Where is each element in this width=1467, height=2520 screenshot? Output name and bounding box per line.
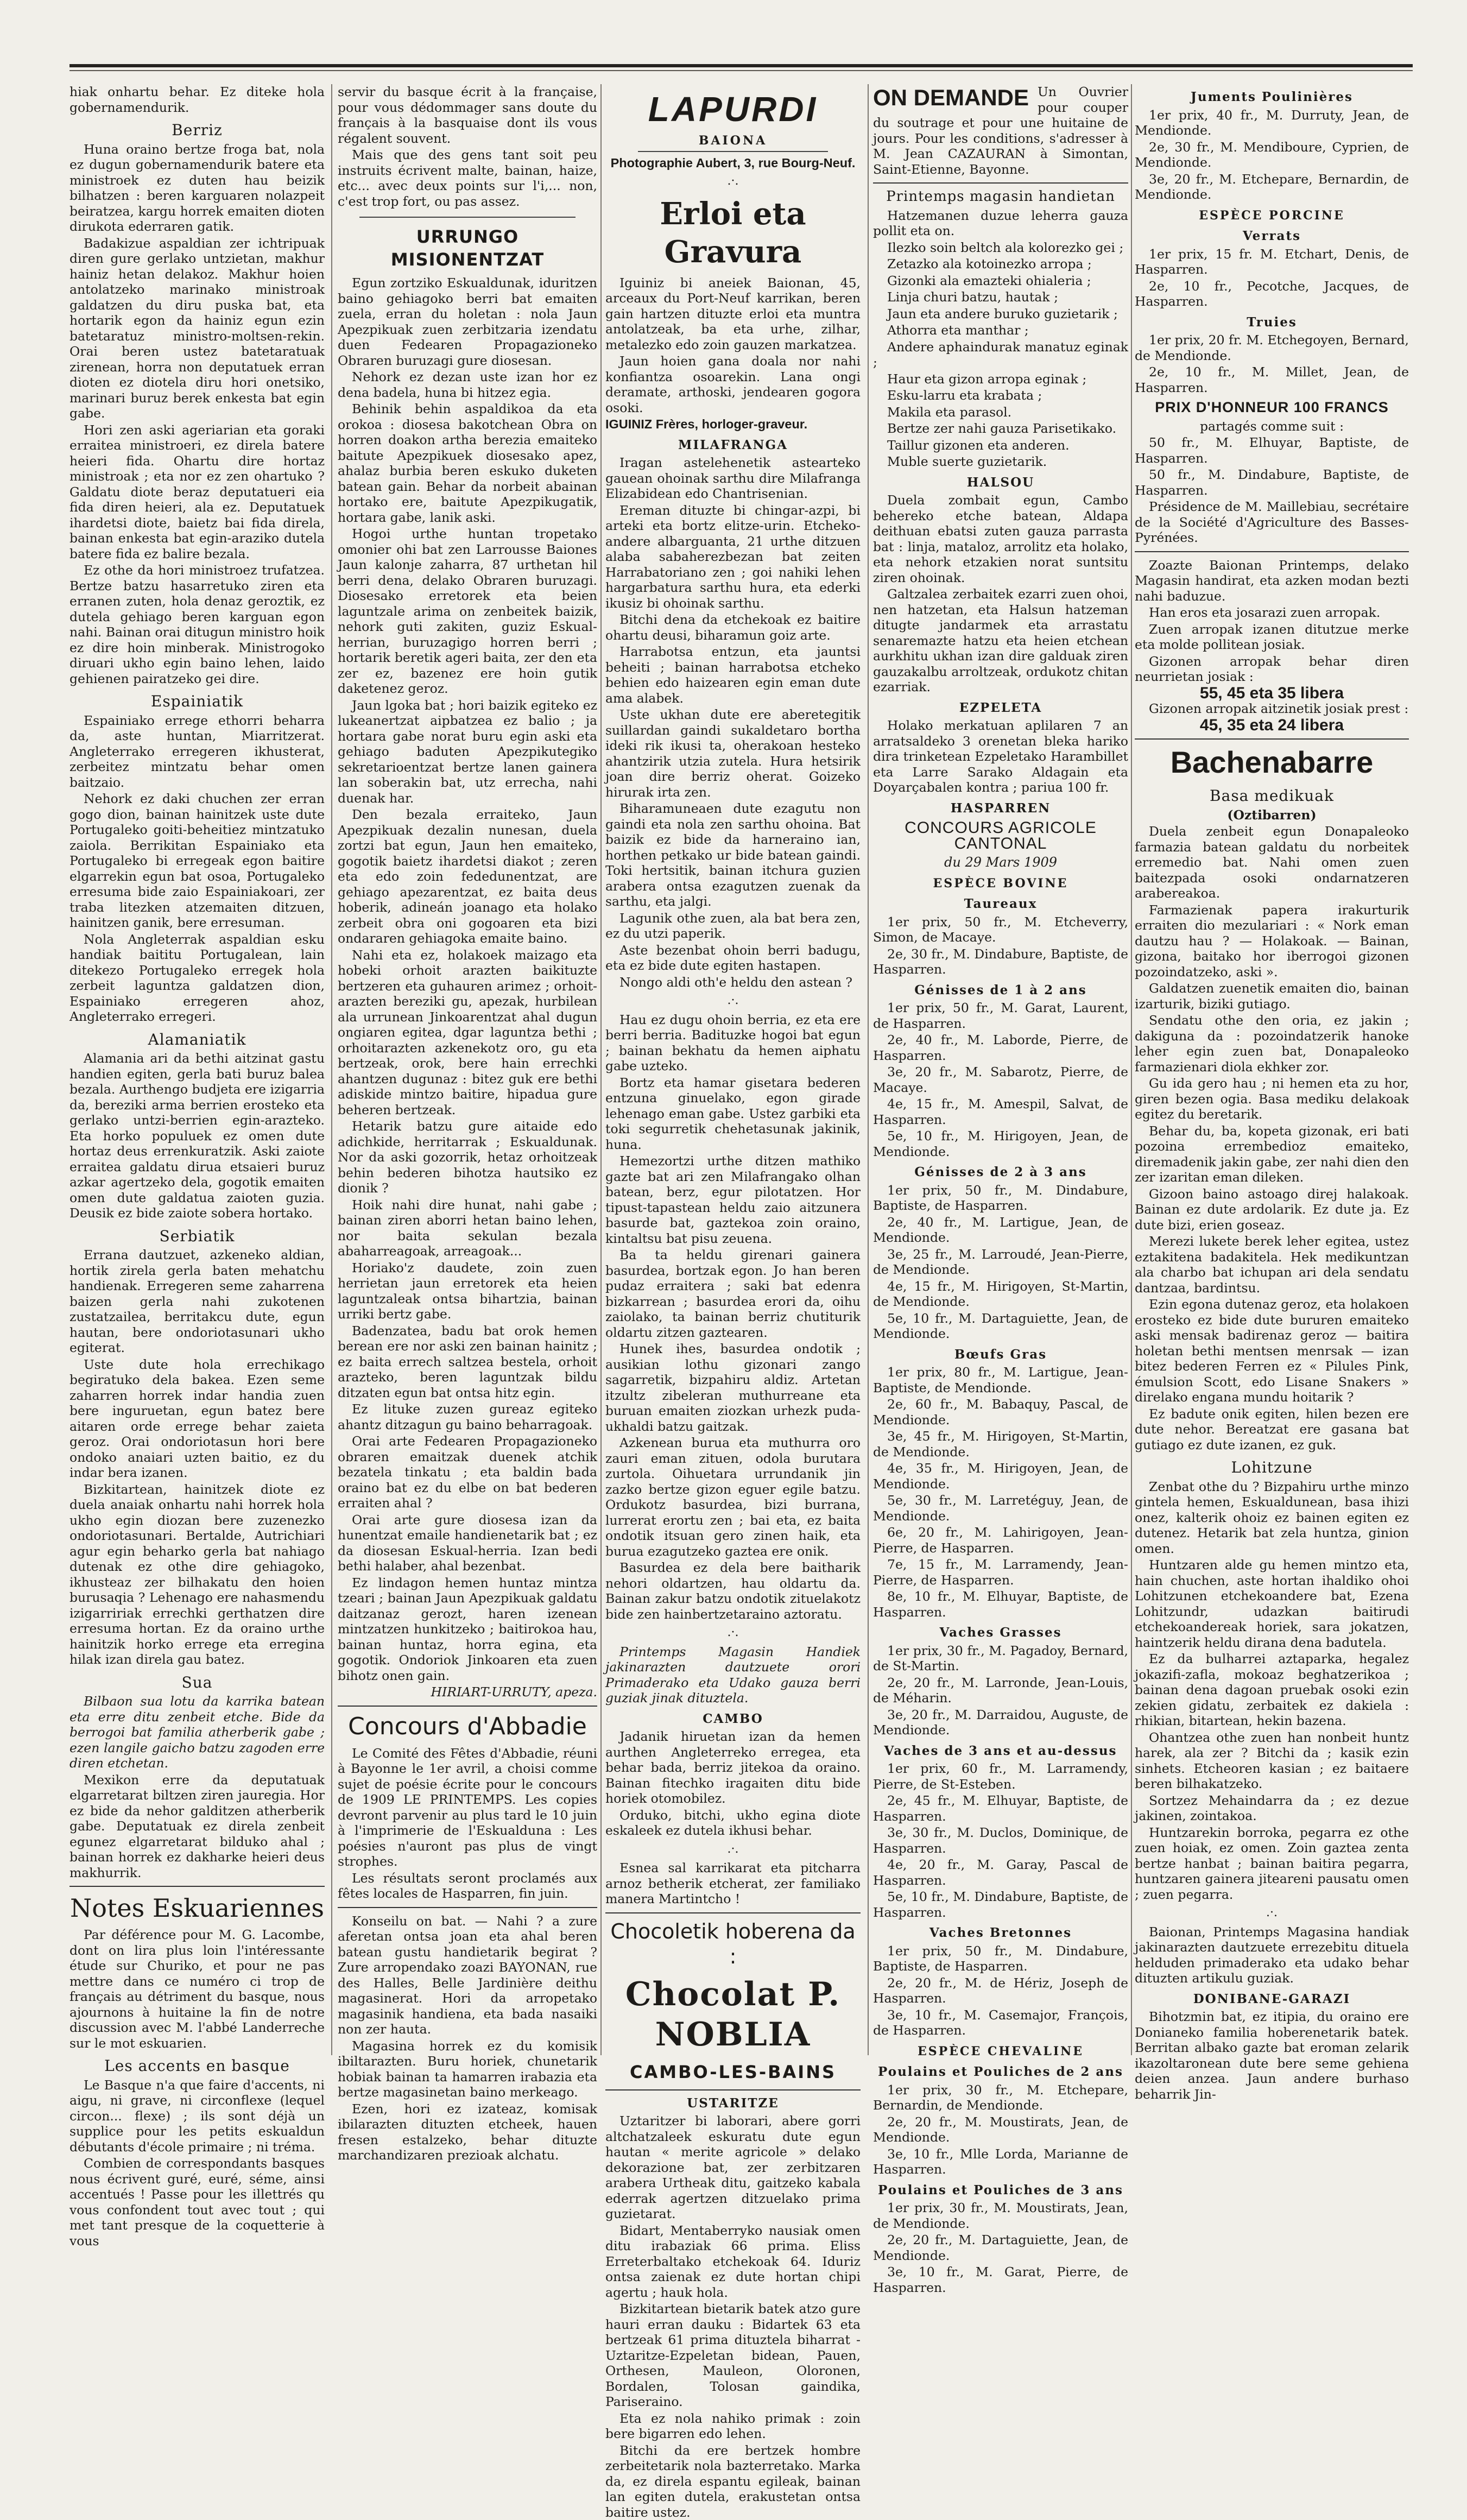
prize-entry: 4e, 20 fr., M. Garay, Pascal de Hasparren. [873, 1857, 1128, 1888]
article-text: Behinik behin aspaldikoa da eta orokoa : diosesa bakotchean Obra on horren doakon artha berezia emaiteko baitute Apezpikuek diosesako apez, ahalaz burbia beren eskuko duketen batean gain. Behar da norbeit abainan hortako ere, baitute Apezpikugatik, hortara gabe, lanik aski. [338, 401, 597, 525]
column-5 [1135, 84, 1409, 2055]
advert-text: Ilezko soin beltch ala kolorezko gei ; [873, 240, 1128, 256]
article-text: Basurdea ez dela bere baitharik nehori oldartzen, hau oldartu da. Bainan zakur batzu ondotik zituelakotz bide zen hainbertzetaraino aztoratu. [605, 1560, 861, 1622]
top-rule [69, 64, 1413, 67]
article-text: Bihotzmin bat, ez itipia, du oraino ere Donianeko familia hoberenetarik batek. Berritan albako gazte bat eroman zelarik ikazoltaronean dute bere seme gehiena deien anzea. Jaun andere burhaso beharrik Jin- [1135, 2009, 1409, 2102]
column-divider [600, 84, 602, 2055]
article-text: Par déférence pour M. G. Lacombe, dont on lira plus loin l'intéressante étude sur Churiko, et pour ne pas mettre dans ce numéro ci trop de français au détriment du basque, nous ajournons à huitaine la fin de notre discussion avec M. l'abbé Landerreche sur le mot eskuarien. [69, 1927, 325, 2051]
article-text: Orai arte gure diosesa izan da hunentzat emaile handienetarik bat ; ez da diosesan Eskual-herria. Izan bedi bethi halaber, ahal bezenbat. [338, 1512, 597, 1574]
category-heading: ESPÈCE BOVINE [873, 876, 1128, 892]
prize-entry: 1er prix, 15 fr. M. Etchart, Denis, de Hasparren. [1135, 247, 1409, 277]
prize-entry: 5e, 10 fr., M. Hirigoyen, Jean, de Mendionde. [873, 1128, 1128, 1159]
prize-entry: 3e, 20 fr., M. Etchepare, Bernardin, de Mendionde. [1135, 172, 1409, 203]
article-text: Bitchi dena da etchekoak ez baitire ohartu deusi, biharamun goiz arte. [605, 612, 861, 643]
advert-text: Jaun hoien gana doala nor nahi konfiantza osoarekin. Lana ongi deramate, arthoski, jendearen gogora osoki. [605, 353, 861, 415]
article-text: servir du basque écrit à la française, pour vous dédommager sans doute du français à la basquaise dont ils vous régalent souvent. [338, 84, 597, 146]
printemps-item: Taillur gizonen eta anderen. [873, 438, 1128, 453]
article-text: Le Comité des Fêtes d'Abbadie, réuni à Bayonne le 1er avril, a choisi comme sujet de poésie écrite pour le concours de 1909 LE PRINTEMPS. Les copies devront parvenir au plus tard le 10 juin à l'imprimerie de l'Eskualduna : Les poésies n'auront pas plus de vingt strophes. [338, 1746, 597, 1870]
article-text: Nahi eta ez, holakoek maizago eta hobeki orhoit arazten baikituzte bertzeren eta guhauren arimez ; orhoit-arazten bereziki gu, apezak, hurbilean ala urrunean Jinkoarentzat ahal dugun ongiaren egitea, dgar laguntza bethi ; orhoitarazten azkenekotz oro, gu eta bertzeak, orok, bere hain errechki ahantzen dugunaz : bitez guk ere bethi adiskide mintzo baitire, hipadua gure beheren bertzeak. [338, 948, 597, 1118]
advert-text: Iguiniz bi aneiek Baionan, 45, arceaux du Port-Neuf karrikan, beren gain hartzen dituzte erloi eta muntra antolatzeak, ba eta urhe, zilhar, metalezko edo zoin gauzen markatzea. [605, 275, 861, 353]
subcategory-heading: Vaches de 3 ans et au-dessus [873, 1744, 1128, 1759]
prize-entry: 6e, 20 fr., M. Lahirigoyen, Jean-Pierre, de Hasparren. [873, 1525, 1128, 1556]
printemps-item: Bertze zer nahi gauza Parisetikako. [873, 421, 1128, 437]
printemps-item-list [873, 256, 1128, 470]
article-text: Hogoi urthe huntan tropetako omonier ohi bat zen Larrousse Baiones Jaun kalonje zaharra, 87 urthetan hil berri dena, delako Obraren buruzagi. Diosesako erretorek eta beien laguntzale arima on zenbeitek baizik, nehork guti zakiten, guziz Eskual-herrian, buruzagigo horren berri ; hortarik beretik ageri baita, zer den eta zer ez, bazenez ere hoin gutik daketenez geroz. [338, 526, 597, 697]
article-text: Ez lituke zuzen gureaz egiteko ahantz ditzagun gu baino beharragoak. [338, 1401, 597, 1432]
article-text: Ez da bulharrei aztaparka, hegalez jokazifi-zafla, mokoaz beghatzerikoa ; bainan dena dagoan pruebak osoki ezin zekien gidatu, zerbaitek ez dakiela : rhikian, bitartean, hekin bazena. [1135, 1651, 1409, 1729]
article-text: hiak onhartu behar. Ez diteke hola gobernamendurik. [69, 84, 325, 115]
printemps-item: Zetazko ala kotoinezko arropa ; [873, 256, 1128, 272]
article-text: Bilbaon sua lotu da karrika batean eta erre ditu zenbeit etche. Bide da berrogoi bat familia atherberik gabe ; ezen langile gaicho batzu zagoden erre diren etchetan. [69, 1694, 325, 1771]
section-heading: HASPARREN [873, 801, 1128, 817]
honneur-subheading: partagés comme suit : [1135, 419, 1409, 434]
subcategory-heading: Poulains et Pouliches de 3 ans [873, 2183, 1128, 2199]
prize-entry: 2e, 45 fr., M. Elhuyar, Baptiste, de Hasparren. [873, 1793, 1128, 1824]
article-text: Hoik nahi dire hunat, nahi gabe ; bainan ziren aborri hetan baino lehen, nor baita sekulan bezala abaharreagoak, arreagoak... [338, 1197, 597, 1259]
printemps-item: Athorra eta manthar ; [873, 323, 1128, 338]
article-text: Behar du, ba, kopeta gizonak, eri bati pozoina errembedioz emaiteko, diremadenik jakin gabe, zer nahi dien den zer izaritan eman dileken. [1135, 1123, 1409, 1185]
urrungo-heading: URRUNGO MISIONENTZAT [338, 225, 597, 271]
prize-entry: 1er prix, 30 fr., M. Pagadoy, Bernard, de St-Martin. [873, 1643, 1128, 1674]
section-heading: Berriz [69, 123, 325, 138]
article-text: Combien de correspondants basques nous écrivent guré, euré, séme, ainsi accentués ! Passe pour les illettrés qu vous confondent tout avec tout ; qui met tant presque de la coquetterie à vous [69, 2156, 325, 2249]
prize-entry: 1er prix, 80 fr., M. Lartigue, Jean-Baptiste, de Mendionde. [873, 1365, 1128, 1395]
advert-text: Zoazte Baionan Printemps, delako Magasin handirat, eta azken modan bezti nahi baduzue. [1135, 558, 1409, 604]
concours-heading: CONCOURS AGRICOLE CANTONAL [873, 820, 1128, 851]
signature: HIRIART-URRUTY, apeza. [338, 1684, 597, 1700]
article-text: Horiako'z daudete, zoin zuen herrietan jaun erretorek eta heien laguntzaleak ontsa bihartzia, bainan urriki bertz gabe. [338, 1260, 597, 1322]
prize-list [873, 1943, 1128, 2038]
article-text: Uztaritzer bi laborari, abere gorri altchatzaleek eskuratu dute egun hautan « merite agricole » delako dekorazione bat, zer zerbitzaren arabera Urtheak ditu, gaitzeko kabala ederrak agertzen ditzuelako prima guzietarat. [605, 2113, 861, 2222]
advert-text: Un Ouvrier pour couper du soutrage et pour une huitaine de jours. Pour les conditions, s'adresser à M. Jean CAZAURAN à Simontan, Saint-Etienne, Bayonne. [873, 84, 1128, 177]
printemps-item: Gizonki ala emazteki ohialeria ; [873, 273, 1128, 289]
article-text: Ez lindagon hemen huntaz mintza tzeari ; bainan Jaun Apezpikuak galdatu daitzanaz gerozt, haren izenean mintzatzen hunkitzeko ; baitirokoa hau, bainan huntaz, horra egina, eta gogotik. Ondoriok Jinkoaren eta zuen bihotz onen gain. [338, 1575, 597, 1684]
advert-text: Konseilu on bat. — Nahi ? a zure aferetan ontsa joan eta ahal beren batean gustu handietarik begirat ? Zure arropendako zoazi BAYONAN, rue des Halles, Belle Jardinière deithu magasinerat. Hori da arropetako magasinik handiena, eta bada nasaiki non zer hauta. [338, 1913, 597, 2037]
article-text: Printemps Magasin Handiek jakinarazten dautzuete orori Primaderako eta Udako gauza berri guziak jinak dituztela. [605, 1644, 861, 1706]
price-line: 55, 45 eta 35 libera [1135, 686, 1409, 702]
prize-entry: 4e, 15 fr., M. Hirigoyen, St-Martin, de Mendionde. [873, 1279, 1128, 1310]
article-text: Orduko, bitchi, ukho egina diote eskaleek ez dutela ikhusi behar. [605, 1808, 861, 1839]
section-subheading: (Oztibarren) [1135, 807, 1409, 823]
article-text: Mais que des gens tant soit peu instruits écrivent malte, bainan, haize, etc... avec deux points sur l'i,... non, c'est trop fort, ou pas assez. [338, 147, 597, 209]
prize-list [873, 914, 1128, 977]
chocolat-location: CAMBO-LES-BAINS [605, 2060, 861, 2084]
article-text: Badenzatea, badu bat orok hemen berean ere nor aski zen bainan hainitz ; ez baita errech saltzea bestela, orhoit arazteko, beren laguntzak bildu ditzaten egun bat ontsa hitz egin. [338, 1323, 597, 1401]
prize-entry: 5e, 10 fr., M. Dartaguiette, Jean, de Mendionde. [873, 1311, 1128, 1342]
article-text: Den bezala erraiteko, Jaun Apezpikuak dezalin nunesan, duela zortzi bat egun, Jaun hen emaiteko, gogotik baietz ihardetsi diakot ; zeren eta edo zoin fededunentzat, are gehiago apezarentzat, ez baita deus hoberik, adineán joanago eta holako zerbeit obra oni gogoaren eta bizi ondararen gehiagoka emaite baino. [338, 807, 597, 946]
article-text: Errana dautzuet, azkeneko aldian, hortik zirela gerla baten mehatchu handienak. Erregeren seme zaharrena baizen gerla nahi zukotenen zustatzailea, berritakcu dute, egun hautan, bere ondoriotasunari ukho egiterat. [69, 1247, 325, 1356]
article-text: Bizkitartean, hainitzek diote ez duela anaiak onhartu nahi horrek hola ukho egin diozan bere zuzenezko ondoriotasunari. Bertalde, Autrichiari agur egin beharko gerla bat nahiago dutenak ez othe dire gehiagoko, ikhusteaz zer bilhakatu den hoien burusaqia ? Lehenago ere nahasmendu izigarririak errechki gerthatzen dire erresuma hortan. Ez da oraino urthe hainitzik horko errege eta erregina hilak izan direla gau batez. [69, 1482, 325, 1668]
article-text: Hemezortzi urthe ditzen mathiko gazte bat ari zen Milafrangako olhan batean, berz, egur pilotatzen. Hor tipust-tapastean heldu zaio aitzunera basurde bat, gaztekoa zoin oraino, kintaltsu bat pisu zeuena. [605, 1153, 861, 1246]
article-text: Ereman dituzte bi chingar-azpi, bi arteki eta bortz elitze-urin. Etcheko-andere albarguanta, 21 urthe ditzuen alaba sabaherezbezan bat zeiten Harrabatoriano zen ; goi nahiki lehen hargarbatura sarthu hura, eta ederki ikusiz bi ohoinak sarthu. [605, 503, 861, 611]
column-divider [1131, 84, 1132, 2055]
printemps-heading: Printemps magasin handietan [873, 189, 1128, 205]
column-4 [873, 84, 1128, 2055]
prize-entry: 2e, 30 fr., M. Mendiboure, Cyprien, de Mendionde. [1135, 140, 1409, 170]
article-text: Bitchi da ere bertzek hombre zerbeitetarik nola bazterretako. Marka da, ez direla espantu egileak, bainan lan egiten dutela, erakustetan ontsa baitire ustez. [605, 2443, 861, 2520]
article-text: Jadanik hiruetan izan da hemen aurthen Angleterreko erregea, eta behar bada, berriz jitekoa da oraino. Bainan fitechko iragaiten ditu bide horiek otomobilez. [605, 1729, 861, 1807]
article-text: Farmazienak papera irakurturik erraiten dio mezulariari : « Nork eman dautzu hau ? — Holakoak. — Bainan, gizona, baitako hor iberrogoi gizonen pozoindatzeko, aski ». [1135, 902, 1409, 980]
article-text: Nehork ez dezan uste izan hor ez dena badela, huna bi hitzez egia. [338, 369, 597, 400]
prize-list [873, 1365, 1128, 1620]
advert-text: Hatzemanen duzue leherra gauza pollit eta on. [873, 208, 1128, 239]
prize-entry: 3e, 30 fr., M. Duclos, Dominique, de Hasparren. [873, 1825, 1128, 1856]
article-text: Huna oraino bertze froga bat, nola ez dugun gobernamendurik batere eta ministroek ez duten hau beizik bilhatzen : beren karguaren nolazpeit beiratzea, kargu horrek emaiten dioten dirukota ederraren gatik. [69, 142, 325, 235]
lapurdi-heading: LAPURDI [605, 90, 861, 129]
article-text: Sortzez Mehaindarra da ; ez dezue jakinen, zointakoa. [1135, 1793, 1409, 1824]
price-line: 45, 35 eta 24 libera [1135, 718, 1409, 734]
advert-text: Zuen arropak izanen ditutzue merke eta molde pollitean josiak. [1135, 622, 1409, 653]
article-text: Hunek ihes, basurdea ondotik ; ausikian lothu gizonari zango sagarretik, bizpahiru aldiz. Artetan itzultz zibeleran muthurreane eta buruan emaiten ziozkan urhezk puda-ukhaldi batzu gaitzak. [605, 1341, 861, 1434]
article-text: Esnea sal karrikarat eta pitcharra arnoz betherik etcherat, zer familiako manera Martintcho ! [605, 1860, 861, 1907]
article-text: Gizoon baino astoago direj halakoak. Bainan ez dute ardolarik. Ez dute ja. Ez dute bizi, erien goseaz. [1135, 1186, 1409, 1233]
concours-date: du 29 Mars 1909 [873, 855, 1128, 870]
subcategory-heading: Génisses de 2 à 3 ans [873, 1165, 1128, 1180]
section-heading: DONIBANE-GARAZI [1135, 1992, 1409, 2007]
article-text: Eta ez nola nahiko primak : zoin bere bigarren edo lehen. [605, 2411, 861, 2442]
prize-entry: 4e, 35 fr., M. Hirigoyen, Jean, de Mendionde. [873, 1461, 1128, 1492]
prize-list [873, 1000, 1128, 1159]
prize-entry: 2e, 60 fr., M. Babaquy, Pascal, de Mendionde. [873, 1397, 1128, 1428]
photo-advert: Photographie Aubert, 3, rue Bourg-Neuf. [605, 155, 861, 171]
prize-list [1135, 435, 1409, 546]
top-rule-thin [69, 70, 1413, 71]
prize-entry: 5e, 10 fr., M. Dindabure, Baptiste, de Hasparren. [873, 1889, 1128, 1920]
prize-entry: 1er prix, 50 fr., M. Garat, Laurent, de Hasparren. [873, 1000, 1128, 1031]
divider [1135, 551, 1409, 552]
category-heading: ESPÈCE PORCINE [1135, 208, 1409, 224]
prize-entry: 1er prix, 30 fr., M. Moustirats, Jean, de Mendionde. [873, 2200, 1128, 2231]
article-text: Ohantzea othe zuen han nonbeit huntz harek, ala zer ? Bitchi da ; kasik ezin sinhets. Etcheoren kasian ; ez baitaere beren bilhakatzeko. [1135, 1730, 1409, 1792]
column-divider [331, 84, 332, 2055]
prize-entry: 4e, 15 fr., M. Amespil, Salvat, de Hasparren. [873, 1096, 1128, 1127]
ondemande-heading: ON DEMANDE [873, 85, 1029, 110]
prize-entry: 1er prix, 50 fr., M. Etcheverry, Simon, de Macaye. [873, 914, 1128, 945]
article-text: Sendatu othe den oria, ez jakin ; dakiguna da : pozoindatzerik hanoke leher egin zuen bat, Donapaleoko farmazienari diola ekhker zor. [1135, 1013, 1409, 1075]
article-text: Espainiako errege ethorri beharra da, aste huntan, Miarritzerat. Angleterrako erregeren ikhusterat, zerbeitez mintzatu behar omen baitzaio. [69, 713, 325, 791]
subcategory-heading: Vaches Grasses [873, 1625, 1128, 1641]
section-heading: USTARITZE [605, 2096, 861, 2112]
article-text: Orai arte Fedearen Propagazioneko obraren emaitzak duenek atchik bezatela tinkatu ; eta baldin bada oraino bat ez du elbe on bat bederen erraiten ahal ? [338, 1433, 597, 1511]
divider [873, 182, 1128, 184]
section-heading: MILAFRANGA [605, 438, 861, 453]
prize-entry: 8e, 10 fr., M. Elhuyar, Baptiste, de Hasparren. [873, 1589, 1128, 1620]
prize-entry: 2e, 20 fr., M. Larronde, Jean-Louis, de Méharin. [873, 1675, 1128, 1706]
notes-heading: Notes Eskuariennes [69, 1886, 325, 1923]
article-text: Galdatzen zuenetik emaiten dio, bainan izarturik, biziki gutiago. [1135, 981, 1409, 1012]
prize-entry: 2e, 40 fr., M. Lartigue, Jean, de Mendionde. [873, 1215, 1128, 1246]
printemps-item: Haur eta gizon arropa eginak ; [873, 371, 1128, 387]
article-text: Galtzalea zerbaitek ezarri zuen ohoi, nen hatzetan, eta Halsun hatzeman ditugte jandarmek eta arrastatu senaremazte hatzu eta heien etchean aurkhitu ukhan izan dire galduak ziren gauzakalbu arroltzeak, ordukotz chitan ezarriak. [873, 586, 1128, 695]
column-1 [69, 84, 325, 2055]
prize-entry: 1er prix, 50 fr., M. Dindabure, Baptiste, de Hasparren. [873, 1943, 1128, 1974]
article-text: Ez badute onik egiten, hilen bezen ere dute nehor. Bereatzat ere gasana bat gutiago ez dute izanen, ez guk. [1135, 1406, 1409, 1453]
article-text: Nehork ez daki chuchen zer erran gogo dion, bainan hainitzek uste dute Portugaleko goiti-beheitiez mintzatuko zaiola. Berrikitan Espainiako eta Portugaleko bi erregeak egon baitire elgarrekin egun bat osoa, Portugaleko erresuma bide zaio Espainiakoari, zer traba litezken atzemaiten ditzuen, hainitzen ganik, bere erresuman. [69, 791, 325, 931]
prize-list [873, 2200, 1128, 2295]
printemps-item: Muble suerte guzietarik. [873, 454, 1128, 470]
prize-entry: 2e, 40 fr., M. Laborde, Pierre, de Hasparren. [873, 1032, 1128, 1063]
article-text: Bortz eta hamar gisetara bederen entzuna ginuelako, egon girade lehenago eman gabe. Ustez garbiki eta toki segurretik chehetasunak jakinik, huna. [605, 1075, 861, 1153]
separator-dots: .·. [605, 174, 861, 190]
section-heading: EZPELETA [873, 700, 1128, 716]
article-text: Ba ta heldu girenari gainera basurdea, bortzak egon. Jo han beren pudaz erraitera ; saki bat edenra bizkarrean ; basurdea erori da, oihu zaiolako, ta bainan berriz chutiturik oldartu zitzen gaztearen. [605, 1247, 861, 1340]
article-text: Lagunik othe zuen, ala bat bera zen, ez du utzi paperik. [605, 911, 861, 942]
bachenabarre-heading: Bachenabarre [1135, 738, 1409, 781]
ondemande-advert [873, 84, 1128, 177]
prize-list [873, 1643, 1128, 1738]
chocolat-brand: Chocolat P. NOBLIA [605, 1974, 861, 2055]
advert-signature: IGUINIZ Frères, horloger-graveur. [605, 416, 861, 432]
article-text: Badakizue aspaldian zer ichtripuak diren gure gerlako untzietan, makhur hainiz hetan delakoz. Makhur hoien antolatzeko marinako ministroak galdatzen du diru puska bat, eta hortarik egon da hainiz egun ezin batetaratuz ministro-moltsen-rekin. Orai beren ustez batetaratuak zirenean, horra non deputatuek erran dioten ez diotela diru hori onetsiko, marinari buruz berek enkesta bat egin gabe. [69, 236, 325, 421]
article-text: Merezi lukete berek leher egitea, ustez eztakitena badakitela. Hek medikuntzan ala charbo bat ichupan ari dela sendatu dantzaa, bardintsu. [1135, 1234, 1409, 1296]
article-text: Mexikon erre da deputatuak elgarretarat biltzen ziren jauregia. Hor ez bide da nehor galditzen atherberik gabe. Deputatuak ez direla zenbeit egunez elgarretarat bilduko ahal ; bainan horrek ez dakharke heieri deus makhurrik. [69, 1772, 325, 1881]
prize-entry: 2e, 30 fr., M. Dindabure, Baptiste, de Hasparren. [873, 946, 1128, 977]
advert-text: Gizonen arropak aitzinetik josiak prest : [1135, 701, 1409, 717]
article-text: Gu ida gero hau ; ni hemen eta zu hor, giren bezen ogia. Basa mediku delakoak egitez du beretarik. [1135, 1076, 1409, 1122]
prize-entry: 2e, 20 fr., M. Dartaguiette, Jean, de Mendionde. [873, 2232, 1128, 2263]
prize-entry: 3e, 20 fr., M. Sabarotz, Pierre, de Macaye. [873, 1064, 1128, 1095]
prize-entry: 5e, 30 fr., M. Larretéguy, Jean, de Mendionde. [873, 1493, 1128, 1524]
section-heading: Basa medikuak [1135, 788, 1409, 804]
subcategory-heading: Vaches Bretonnes [873, 1925, 1128, 1941]
prize-entry: 1er prix, 40 fr., M. Durruty, Jean, de Mendionde. [1135, 108, 1409, 138]
article-text: Jaun lgoka bat ; hori baizik egiteko ez lukeanertzat aipbatzea ez balio ; ja hortara gabe norat buru egin aski eta gehiago baduten Apezpikutegiko sekretarioentzat bertze lanen gainera lan soberakin bat, utz errecha, nahi duenak har. [338, 698, 597, 806]
article-text: Uste dute hola errechikago begiratuko dela bakea. Ezen seme zaharren horrek indar handia zuen bere inguruetan, egun batez bere aitaren orde errege behar zaieta geroz. Orai ondoriotasun hori bere ondoko anaiari uzten baitio, ez du indar bera izanen. [69, 1357, 325, 1481]
printemps-item: Linja churi batzu, hautak ; [873, 289, 1128, 305]
prize-entry: 3e, 20 fr., M. Darraidou, Auguste, de Mendionde. [873, 1707, 1128, 1738]
prize-list [1135, 108, 1409, 203]
advert-text: Ezen, hori ez izateaz, komisak ibilarazten dituzten etcheek, hauen fresen estalzeko, behar dituzte marchandizaren prezioak alchatu. [338, 2101, 597, 2163]
subcategory-heading: Truies [1135, 315, 1409, 331]
article-text: Hau ez dugu ohoin berria, ez eta ere berri berria. Badituzke hogoi bat egun ; bainan bekhatu da hemen aiphatu gabe uzteko. [605, 1012, 861, 1074]
section-heading: Espainiatik [69, 694, 325, 710]
column-3 [605, 84, 861, 2055]
article-text: Uste ukhan dute ere aberetegitik suillardan gaindi sukaldetaro bortha ideki rik ikusi ta, oherakoan hesteko ahantzirik utzia zutela. Hura hetsirik joan dire berriz oherat. Goizeko hirurak irta zen. [605, 707, 861, 800]
article-text: Azkenean burua eta muthurra oro zauri eman zituen, odola burutara zurtola. Oihuetara urrundanik jin zazko bertze gizon eguer egile batzu. Ordukotz basurdea, bizi burrana, lurrerat erortu zen ; bai eta, ez baita ondotik itsuan gero zinen haik, eta burua ezagutzeko gaztea ere onik. [605, 1435, 861, 1559]
section-heading: CAMBO [605, 1711, 861, 1727]
article-text: Huntzaren alde gu hemen mintzo eta, hain chuchen, aste hortan ihaldiko ohoi Lohitzunen etchekoandere bat, Ezena Lohitzundr, udazkan baitirudi etchekoandereak horiek, sara jokatzen, haintzerik heldu dirana dena badutela. [1135, 1557, 1409, 1650]
printemps-item: Jaun eta andere buruko guzietarik ; [873, 306, 1128, 322]
article-text: Le Basque n'a que faire d'accents, ni aigu, ni grave, ni circonflexe (lequel circon... flexe) ; ils sont déjà un supplice pour les petits eskualdun débutants d'école primaire ; ni tréma. [69, 2077, 325, 2155]
baiona-heading: BAIONA [638, 133, 828, 152]
article-text: Bidart, Mentaberryko nausiak omen ditu irabaziak 66 prima. Eliss Erreterbaltako etchekoak 64. Iduriz ontsa zaienak ez dute hortan chipi agertu ; hauk hola. [605, 2223, 861, 2301]
prize-list [873, 1183, 1128, 1342]
article-text: Baionan, Printemps Magasina handiak jakinarazten dautzuete errezebitu dituela helduden primaderako eta udako behar dituzten artikulu guziak. [1135, 1924, 1409, 1986]
prize-entry: 1er prix, 30 fr., M. Etchepare, Bernardin, de Mendionde. [873, 2082, 1128, 2113]
chocolat-tagline: Chocoletik hoberena da : [605, 1919, 861, 1969]
separator-dots: .·. [1135, 1905, 1409, 1921]
prize-entry: 50 fr., M. Dindabure, Baptiste, de Hasparren. [1135, 467, 1409, 498]
subcategory-heading: Juments Poulinières [1135, 90, 1409, 105]
section-heading: Les accents en basque [69, 2058, 325, 2074]
honneur-heading: PRIX D'HONNEUR 100 FRANCS [1135, 400, 1409, 415]
prize-list [873, 1761, 1128, 1920]
article-text: Ezin egona dutenaz geroz, eta holakoen erosteko ez bide dute bururen emaiteko aski mensak badirenaz geroz — baitira holetan bethi mentsen menrsak — izan bitez bederen Ferren ez « Pilules Pink, émulsion Scott, edo Lisane Snakers » direlako engana mundu hoitarik ? [1135, 1297, 1409, 1405]
prize-list [1135, 332, 1409, 395]
prize-entry: 1er prix, 60 fr., M. Larramendy, Pierre, de St-Esteben. [873, 1761, 1128, 1792]
article-text: Hori zen aski ageriarian eta goraki erraitea ministroeri, ez direla batere heieri fida. Ohartu dire hortaz ministroak ; eta nor ez zen ohartuko ? Galdatu diote beraz deputatueri eia fida diren heieri, ala ez. Deputatuek ihardetsi diote, baietz bai fida direla, bainan enkesta bat egin-araziko dutela batere fida ez balire bezala. [69, 422, 325, 562]
article-text: Biharamuneaen dute ezagutu non gaindi eta nola zen sarthu ohoina. Bat baizik ez bide da harneraino ian, horthen petkako ur bide batean gaindi. Toki hertsitik, bainan itchura guzien arabera ontsa ezagutzen zuenak da sarthu, eta jalgi. [605, 801, 861, 910]
subcategory-heading: Bœufs Gras [873, 1347, 1128, 1363]
article-text: Aste bezenbat ohoin berri badugu, eta ez bide dute egiten hastapen. [605, 943, 861, 974]
separator-dots: .·. [605, 993, 861, 1009]
article-text: Huntzarekin borroka, pegarra ez othe zuen hoiak, ez omen. Zoin gaztea zenta bertze hanbat ; bainan baitira pegarra, huntzaren gainera jiteareni pausatu omen ; zuen pegarra. [1135, 1825, 1409, 1903]
article-text: Hetarik batzu gure aitaide edo adichkide, herritarrak ; Eskualdunak. Nor da aski gozorrik, hetaz orhoitzeak behin bederen bihotza hautsiko ez dionik ? [338, 1119, 597, 1196]
article-text: Nongo aldi oth'e heldu den astean ? [605, 975, 861, 990]
article-text: Egun zortziko Eskualdunak, iduritzen baino gehiagoko berri bat emaiten zuela, erran du holetan : nola Jaun Apezpikuak zuen zerbitzaria izendatu duen Fedearen Propagazioneko Obraren buruzagi gure diosesan. [338, 275, 597, 368]
article-text: Les résultats seront proclamés aux fêtes locales de Hasparren, fin juin. [338, 1871, 597, 1902]
prize-entry: 3e, 45 fr., M. Hirigoyen, St-Martin, de Mendionde. [873, 1429, 1128, 1460]
section-heading: Lohitzune [1135, 1460, 1409, 1476]
prize-entry: Présidence de M. Maillebiau, secrétaire de la Société d'Agriculture des Basses-Pyrénées. [1135, 499, 1409, 546]
article-text: Holako merkatuan aplilaren 7 an arratsaldeko 3 orenetan bleka hariko dira trinketean Ezpeletako Harambillet eta Larre Sarako Aldagain eta Doyarçabalen kontra ; pariua 100 fr. [873, 718, 1128, 795]
column-2 [338, 84, 597, 2055]
article-text: Harrabotsa entzun, eta jauntsi beheiti ; bainan harrabotsa etcheko behien edo haizearen egin eman dute ama alabek. [605, 644, 861, 706]
article-text: Duela zombait egun, Cambo behereko etche batean, Aldapa deithuan ebatsi zuten gauza parrasta bat : linja, mataloz, arrolitz eta holako, eta nehork etzakien norat suntsitu ziren ohoinak. [873, 492, 1128, 585]
prize-entry: 2e, 10 fr., Pecotche, Jacques, de Hasparren. [1135, 279, 1409, 310]
prize-entry: 50 fr., M. Elhuyar, Baptiste, de Hasparren. [1135, 435, 1409, 466]
prize-entry: 7e, 15 fr., M. Larramendy, Jean-Pierre, de Hasparren. [873, 1557, 1128, 1588]
advert-text: Gizonen arropak behar diren neurrietan josiak : [1135, 654, 1409, 685]
prize-entry: 3e, 25 fr., M. Larroudé, Jean-Pierre, de Mendionde. [873, 1247, 1128, 1278]
divider [605, 1912, 861, 1913]
divider [605, 2089, 861, 2090]
column-divider [868, 84, 869, 2055]
article-text: Nola Angleterrak aspaldian esku handiak baititu Portugalean, lain ditekezo Portugaleko erregek hola zerbeit laguntza galdatzen dion, Espainiako erregeren ahoz, Angleterrako erregeri. [69, 932, 325, 1025]
section-heading: Alamaniatik [69, 1032, 325, 1048]
article-text: Duela zenbeit egun Donapaleoko farmazia batean galdatu du norbeitek erremedio bat. Nahi omen zuen baitezpada osoki ondarnatzeren arabereakoa. [1135, 824, 1409, 901]
prize-entry: 2e, 20 fr., M. Moustirats, Jean, de Mendionde. [873, 2114, 1128, 2145]
advert-text: Han eros eta josarazi zuen arropak. [1135, 605, 1409, 621]
prize-entry: 1er prix, 50 fr., M. Dindabure, Baptiste, de Hasparren. [873, 1183, 1128, 1214]
erloi-heading: Erloi eta Gravura [605, 195, 861, 271]
article-text: Zenbat othe du ? Bizpahiru urthe minzo gintela hemen, Eskualdunean, basa ihizi onez, kalterik ohoiz ez bainen egiten ez dutenez. Hetarik bat zela huntza, ginion omen. [1135, 1479, 1409, 1557]
prize-entry: 3e, 10 fr., M. Casemajor, François, de Hasparren. [873, 2007, 1128, 2038]
article-text: Alamania ari da bethi aitzinat gastu handien egiten, gerla bati buruz balea bezala. Aurthengo budjeta ere izigarria da, bereziki arma berrien erosteko eta gerlako untzi-berrien egin-arazteko. Eta horko populuek ez omen dute hortaz deus errenkuratzik. Aski zaiote erraitea galdatu dirua etsaieri buruz azkar agertzeko dela, gogotik emaiten omen dute galdatua zaioten guzia. Deusik ez bide zaiote sobera hortako. [69, 1051, 325, 1221]
article-text: Iragan astelehenetik astearteko gauean ohoinak sarthu dire Milafranga Elizabidean edo Chantrisenian. [605, 455, 861, 502]
divider [359, 217, 576, 218]
subcategory-heading: Verrats [1135, 229, 1409, 244]
advert-text: Magasina horrek ez du komisik ibiltarazten. Buru horiek, chunetarik hobiak bainan ta hamarren irabazia eta bertze magasinetan baino merkeago. [338, 2038, 597, 2100]
article-text: Bizkitartean bietarik batek atzo gure hauri erran dauku : Bidartek 63 eta bertzeak 61 prima dituztela biharrat - Uztaritze-Ezpeletan bidean, Pauen, Orthesen, Mauleon, Oloronen, Bordalen, Tolosan gaindika, Pariseraino. [605, 2301, 861, 2410]
separator-dots: .·. [605, 1625, 861, 1641]
section-heading: HALSOU [873, 475, 1128, 491]
category-heading: ESPÈCE CHEVALINE [873, 2044, 1128, 2060]
abbadie-heading: Concours d'Abbadie [338, 1706, 597, 1741]
section-heading: Sua [69, 1675, 325, 1691]
prize-list [1135, 247, 1409, 310]
prize-entry: 3e, 10 fr., Mlle Lorda, Marianne de Hasparren. [873, 2146, 1128, 2177]
prize-list [873, 2082, 1128, 2177]
divider [338, 1907, 597, 1908]
article-text: Ez othe da hori ministroez trufatzea. Bertze batzu hasarretuko ziren eta erranen zuten, hola denaz geroztik, ez dutela gehiago beren karguan egon nahi. Bainan orai ditugun ministro hoik ez dire hoin minberak. Ministrogoko diruari ukho egin baino lehen, laido gehienen pairatzeko gei dire. [69, 563, 325, 686]
prize-entry: 2e, 10 fr., M. Millet, Jean, de Hasparren. [1135, 364, 1409, 395]
prize-entry: 3e, 10 fr., M. Garat, Pierre, de Hasparren. [873, 2264, 1128, 2295]
separator-dots: .·. [605, 1842, 861, 1858]
printemps-item: Andere aphaindurak manatuz eginak ; [873, 339, 1128, 370]
subcategory-heading: Taureaux [873, 896, 1128, 912]
subcategory-heading: Génisses de 1 à 2 ans [873, 983, 1128, 999]
prize-entry: 2e, 20 fr., M. de Hériz, Joseph de Hasparren. [873, 1975, 1128, 2006]
section-heading: Serbiatik [69, 1229, 325, 1245]
printemps-item: Makila eta parasol. [873, 405, 1128, 420]
printemps-item: Esku-larru eta krabata ; [873, 388, 1128, 403]
subcategory-heading: Poulains et Pouliches de 2 ans [873, 2064, 1128, 2080]
prize-entry: 1er prix, 20 fr. M. Etchegoyen, Bernard, de Mendionde. [1135, 332, 1409, 363]
